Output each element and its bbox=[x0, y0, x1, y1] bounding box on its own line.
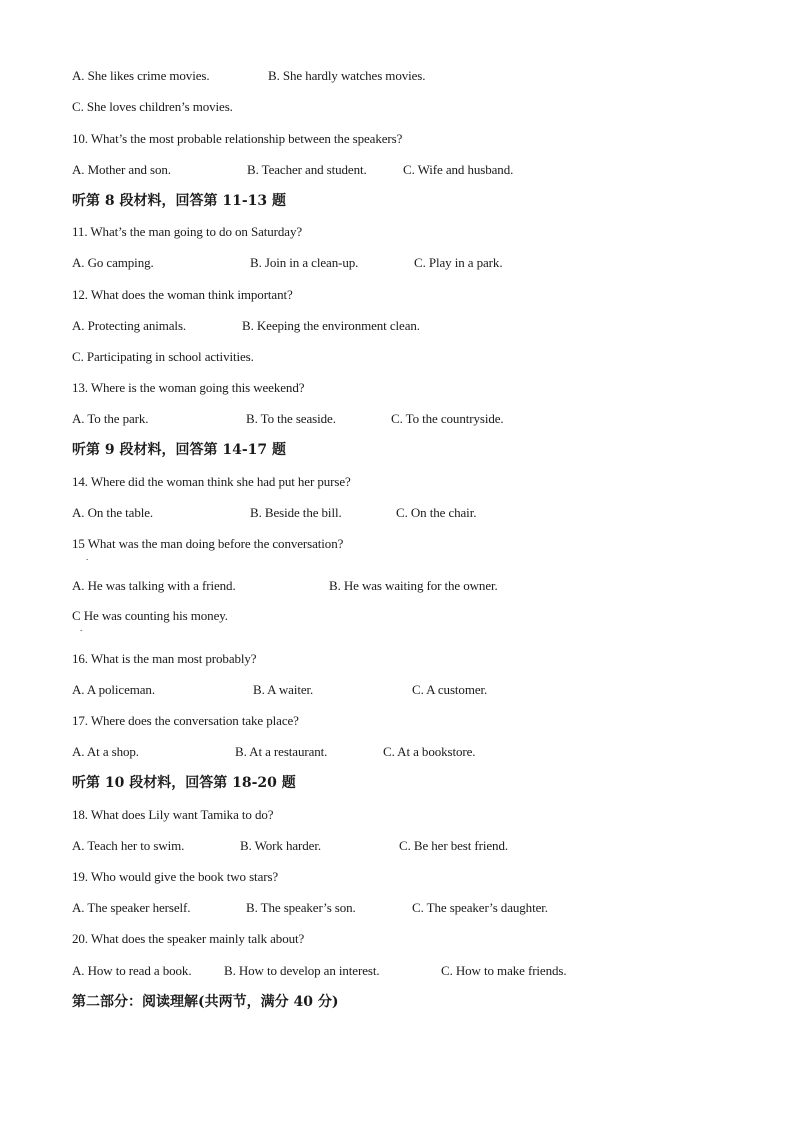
q9-option-a: A. She likes crime movies. bbox=[72, 68, 210, 83]
q17-option-a: A. At a shop. bbox=[72, 744, 139, 759]
q18-question: 18. What does Lily want Tamika to do? bbox=[72, 807, 274, 822]
q14-question: 14. Where did the woman think she had put her purse? bbox=[72, 474, 351, 489]
q19-option-c: C. The speaker’s daughter. bbox=[412, 900, 548, 915]
section-10-heading: 听第 10 段材料，回答第 18-20 题 bbox=[72, 775, 296, 791]
q15-stray-dot: . bbox=[86, 552, 89, 562]
q10-option-a: A. Mother and son. bbox=[72, 162, 171, 177]
q15-option-c: C He was counting his money. bbox=[72, 608, 228, 623]
q14-option-a: A. On the table. bbox=[72, 505, 154, 520]
q16-option-a: A. A policeman. bbox=[72, 682, 155, 697]
q11-option-c: C. Play in a park. bbox=[414, 255, 503, 270]
q17-option-c: C. At a bookstore. bbox=[383, 744, 476, 759]
q19-question: 19. Who would give the book two stars? bbox=[72, 869, 279, 884]
q20-question: 20. What does the speaker mainly talk about? bbox=[72, 931, 305, 946]
q15-option-c-stray-dot: . bbox=[80, 623, 83, 633]
q13-question: 13. Where is the woman going this weekend? bbox=[72, 380, 305, 395]
q10-option-b: B. Teacher and student. bbox=[247, 162, 367, 177]
q12-question: 12. What does the woman think important? bbox=[72, 287, 293, 302]
q11-question: 11. What’s the man going to do on Saturday? bbox=[72, 224, 303, 239]
q16-question: 16. What is the man most probably? bbox=[72, 651, 257, 666]
q12-option-b: B. Keeping the environment clean. bbox=[242, 318, 420, 333]
section-8-heading: 听第 8 段材料，回答第 11-13 题 bbox=[72, 193, 287, 209]
q20-option-c: C. How to make friends. bbox=[441, 963, 567, 978]
q10-question: 10. What’s the most probable relationship between the speakers? bbox=[72, 131, 403, 146]
q13-option-b: B. To the seaside. bbox=[246, 411, 336, 426]
q18-option-b: B. Work harder. bbox=[240, 838, 321, 853]
q12-option-c: C. Participating in school activities. bbox=[72, 349, 254, 364]
q17-question: 17. Where does the conversation take place? bbox=[72, 713, 299, 728]
q14-option-c: C. On the chair. bbox=[396, 505, 477, 520]
q20-option-b: B. How to develop an interest. bbox=[224, 963, 380, 978]
q17-option-b: B. At a restaurant. bbox=[235, 744, 328, 759]
part-2-heading: 第二部分：阅读理解(共两节，满分 40 分) bbox=[72, 994, 339, 1010]
q19-option-b: B. The speaker’s son. bbox=[246, 900, 356, 915]
q15-option-a: A. He was talking with a friend. bbox=[72, 578, 236, 593]
section-9-heading: 听第 9 段材料，回答第 14-17 题 bbox=[72, 442, 287, 458]
q10-option-c: C. Wife and husband. bbox=[403, 162, 514, 177]
q15-question: 15 What was the man doing before the conversation? bbox=[72, 536, 344, 551]
q16-option-b: B. A waiter. bbox=[253, 682, 314, 697]
q13-option-c: C. To the countryside. bbox=[391, 411, 504, 426]
q9-option-c: C. She loves children’s movies. bbox=[72, 99, 233, 114]
q16-option-c: C. A customer. bbox=[412, 682, 488, 697]
q18-option-a: A. Teach her to swim. bbox=[72, 838, 185, 853]
q14-option-b: B. Beside the bill. bbox=[250, 505, 342, 520]
q13-option-a: A. To the park. bbox=[72, 411, 149, 426]
q11-option-a: A. Go camping. bbox=[72, 255, 154, 270]
q12-option-a: A. Protecting animals. bbox=[72, 318, 187, 333]
q9-option-b: B. She hardly watches movies. bbox=[268, 68, 426, 83]
q15-option-b: B. He was waiting for the owner. bbox=[329, 578, 498, 593]
q19-option-a: A. The speaker herself. bbox=[72, 900, 191, 915]
q11-option-b: B. Join in a clean-up. bbox=[250, 255, 359, 270]
q18-option-c: C. Be her best friend. bbox=[399, 838, 508, 853]
q20-option-a: A. How to read a book. bbox=[72, 963, 192, 978]
